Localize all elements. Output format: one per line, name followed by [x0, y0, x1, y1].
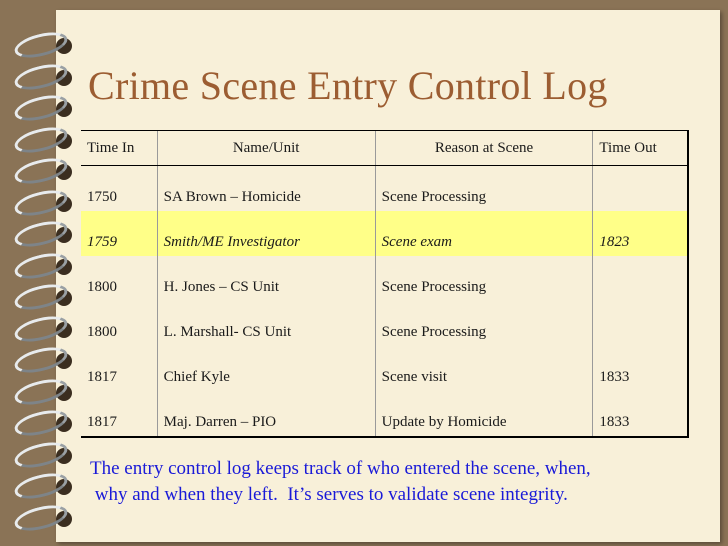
- cell-name: H. Jones – CS Unit: [157, 256, 375, 301]
- cell-time-in: 1817: [81, 391, 157, 437]
- cell-reason: Scene Processing: [375, 256, 593, 301]
- cell-reason: Update by Homicide: [375, 391, 593, 437]
- cell-time-in: 1750: [87, 189, 117, 205]
- cell-name: Smith/ME Investigator: [157, 211, 375, 256]
- table-header-row: [81, 131, 688, 166]
- header-time-out: Time Out: [593, 131, 688, 166]
- cell-time-out: [593, 301, 688, 346]
- header-name-unit: Name/Unit: [157, 131, 375, 166]
- cell-reason: Scene exam: [375, 211, 593, 256]
- table-row-highlighted: [81, 211, 688, 256]
- cell-time-in: 1817: [87, 369, 117, 385]
- cell-name: Chief Kyle: [157, 346, 375, 391]
- table-row: [81, 391, 688, 437]
- caption-line-2: why and when they left. It’s serves to validate scene integrity.: [90, 484, 568, 505]
- cell-name: Maj. Darren – PIO: [157, 391, 375, 437]
- cell-time-out: [593, 166, 688, 212]
- header-reason: Reason at Scene: [375, 131, 593, 166]
- table-row: [81, 346, 688, 391]
- cell-time-in: 1759: [81, 211, 157, 256]
- caption-line-1: The entry control log keeps track of who entered the scene, when,: [90, 458, 591, 479]
- cell-time-out: 1833: [593, 346, 688, 391]
- header-time-in: Time In: [81, 131, 157, 166]
- table-row: [81, 301, 688, 346]
- cell-time-in: 1800: [87, 279, 117, 295]
- cell-reason: Scene visit: [375, 346, 593, 391]
- cell-name: SA Brown – Homicide: [157, 166, 375, 212]
- cell-time-out: 1823: [593, 211, 688, 256]
- cell-time-out: 1833: [593, 391, 688, 437]
- table-row: [81, 166, 688, 212]
- cell-reason: Scene Processing: [375, 301, 593, 346]
- entry-log-table: [81, 130, 689, 438]
- cell-time-in: 1800: [87, 324, 117, 340]
- table-row: [81, 256, 688, 301]
- cell-time-out: [593, 256, 688, 301]
- caption-note: [90, 456, 591, 508]
- cell-reason: Scene Processing: [375, 166, 593, 212]
- page-title: Crime Scene Entry Control Log: [88, 63, 608, 108]
- cell-name: L. Marshall- CS Unit: [157, 301, 375, 346]
